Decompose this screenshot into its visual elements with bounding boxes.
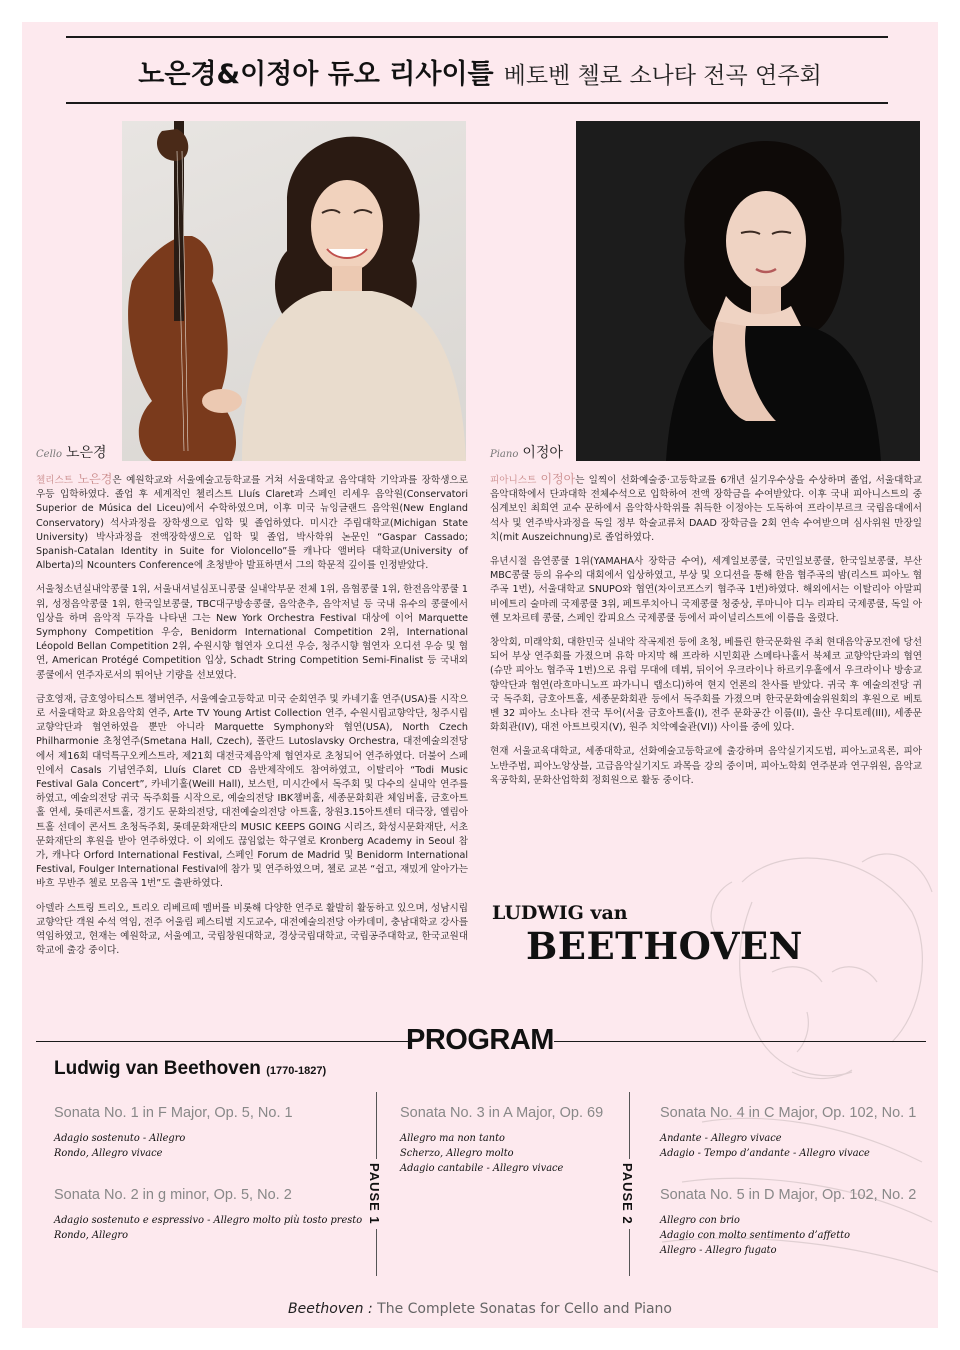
title-main: 노은경&이정아 듀오 리사이틀	[138, 59, 494, 90]
poster	[22, 22, 938, 1328]
pianist-bio-paragraph: 유년시절 음연콩쿨 1위(YAMAHA사 장학금 수여), 세계일보콩쿨, 국민일보콩쿨, 한국일보콩쿨, 부산MBC콩쿨 등의 유수의 대회에서 입상하였고, 부상 및 오디션을 통해 한음 협주곡의 밤(리스트 피아노 협주곡 1번), 서울대학교 SNUPO와 협연(차이코프스키 협주곡 1번)하였다. 해외에서는 이탈리아 아말피 비에트리 술마레 국제콩쿨 3위, 페트루치아니 국제콩쿨 청중상, 루마니아 디누 리파티 국제콩쿨, 독일 아헨 모차르테 콩쿨, 스페인 캄피요스 국제콩쿨 등에서 파이널리스트에 이름을 올렸다.	[490, 556, 922, 624]
cellist-bio-paragraph: 금호영재, 금호영아티스트 챔버연주, 서울예술고등학교 미국 순회연주 및 카네기홀 연주(USA)를 시작으로 서울대학교 화요음악회 연주, Arte TV Young Artist Collection 연주, 수원시립교향악단, 청주시립교향악단과 협연하였을 뿐만 아니라 Marquette Symphony와 협연(USA), North Czech Philharmonie 초청연주(Smetana Hall, Czech), 폴란드 Lutoslavsky Orchestra, 대전예술의전당에서 제16회 대덕특구오케스트라, 제21회 대전국제음악제 협연자로 초청되어 연주하였다. 더불어 스페인에서 Casals 기념연주회, Lluís Claret CD 음반제작에도 참여하였고, 이탈리아 “Todi Music Festival Gala Concert”, 카네기홀(Weill Hall), 보스턴, 미시간에서 독주회 및 다수의 실내악 연주를 하였고, 예술의전당 귀국 독주회를 시작으로, 예술의전당 IBK챔버홀, 세종문화회관 체임버홀, 금호아트홀 연세, 롯데콘서트홀, 경기도 문화의전당, 대전예술의전당 아트홀, 창원3.15아트센터 대극장, 엘림아트홀 선데이 콘서트 초청독주회, 롯데문화재단의 MUSIC KEEPS GOING 시리즈, 화성시문화재단, 서초문화재단의 후원을 받아 연주하였다. 이 외에도 끊임없는 학구열로 Kronberg Academy in Seoul 참가, 캐나다 Orford International Festival, 스페인 Forum de Madrid 및 Benidorm International Festival, Foulger International Festival에 참가 및 연주하였으며, 첼로 교본 “쉽고, 재밌게 알아가는 바흐 무반주 첼로 모음곡 1번”도 출판하였다.	[36, 693, 468, 890]
movement: Rondo, Allegro	[54, 1230, 128, 1241]
top-rule	[66, 36, 888, 38]
program-heading: PROGRAM	[406, 1024, 554, 1056]
sonata-1-title: Sonata No. 1 in F Major, Op. 5, No. 1	[54, 1105, 293, 1121]
cellist-bio-text: 은 예원학교와 서울예술고등학교를 거쳐 서울대학교 음악대학 기악과를 장학생으로 우등 입학하였다. 졸업 후 세계적인 첼리스트 Lluís Claret과 스페인 리세우 음악원(Conservatori Superior de Música del Liceu)에서 수학하였으며, 이후 미국 뉴잉글랜드 음악원(New England Conservatory) 석사과정을 장학생으로 입학 및 졸업하였다. 미시간 주립대학교(Michigan State University) 박사과정을 전액장학생으로 입학 및 졸업, 박사학위 논문인 “Gaspar Cassado; Spanish-Catalan Identity in Suite for Violoncello”를 캐나다 앨버타 대학교(University of Alberta)의 Ncounters Conference에 초청받아 발표하면서 그의 학문적 깊이를 인정받았다.	[36, 475, 468, 572]
pianist-bio-text: 는 일찍이 선화예술중·고등학교를 6개년 실기우수상을 수상하며 졸업, 서울대학교 음악대학에서 단과대학 전체수석으로 입학하여 전액 장학금을 수여받았다. 이후 국내 피아니스트의 중심계보인 최희연 교수 문하에서 음악학사학위를 취득한 이정아는 도독하여 프라이부르크 국립음대에서 석사 및 연주박사과정을 독일 정부 학술교류처 DAAD 장학금을 2회 연속 수여받으며 심사위원 만장일치(mit Auszeichnung)로 졸업하였다.	[490, 475, 922, 543]
sonata-4-movements	[660, 1131, 870, 1161]
movement: Andante - Allegro vivace	[660, 1133, 782, 1144]
movement: Rondo, Allegro vivace	[54, 1148, 163, 1159]
pianist-bio-paragraph: 창악회, 미래악회, 대한민국 실내악 작곡제전 등에 초청, 베를린 한국문화원 주최 현대음악공모전에 당선되어 부상 연주회를 가졌으며 유학 마지막 해 프라하 시민회관 스메타나홀서 북체코 교향악단과의 협연(슈만 피아노 협주곡 1번)으로 유럽 무대에 데뷔, 뒤이어 우크라이나 하르키우홀에서 우크라이나 방송교향악단과 협연(라흐마니노프 파가니니 랩소디)하여 현지 언론의 찬사를 받았다. 귀국 후 예술의전당 귀국 독주회, 금호아트홀, 세종문화회관 등에서 독주회를 가졌으며 한국문화예술위원회의 후원으로 베토벤 32 피아노 소나타 전국 투어(서울 금호아트홀(I), 전주 문화공간 이룸(II), 울산 우디토레(III), 세종문화회관(IV), 대전 아트브릿지(V), 원주 치악예술관(VI)) 사이를 중에 있다.	[490, 637, 922, 734]
pause2-label: PAUSE 2	[620, 1159, 635, 1229]
cellist-photo	[122, 121, 466, 461]
movement: Allegro con brio	[660, 1215, 740, 1226]
program-rule-right	[554, 1041, 926, 1042]
footer-bold: Beethoven :	[288, 1301, 373, 1317]
movement: Allegro - Allegro fugato	[660, 1245, 777, 1256]
cellist-bio-paragraph: 서울청소년실내악콩쿨 1위, 서울내셔널심포니콩쿨 실내악부문 전체 1위, 음협콩쿨 1위, 한전음악콩쿨 1위, 성정음악콩쿨 1위, 한국일보콩쿨, TBC대구방송콩쿨, 음악춘추, 음악저널 등 국내 유수의 콩쿨에서 입상을 하며 음악적 두각을 나타낸 그는 New York Orchestra Festival 대상에 이어 Marquette Symphony Competition 우승, Benidorm International Competition 2위, International Léopold Bellan Competition 2위, 수원시향 협연자 오디션 우승, 청주시향 협연자 오디션 우승 및 협연, American Protégé Competition 입상, Schadt String Competition Semi-Finalist 등 국내외 콩쿨에서 연주자로서의 뛰어난 기량을 선보였다.	[36, 584, 468, 681]
sonata-3-title: Sonata No. 3 in A Major, Op. 69	[400, 1105, 604, 1121]
movement: Adagio con molto sentimento d’affetto	[660, 1230, 850, 1241]
sonata-3-movements	[400, 1131, 563, 1176]
sonata-2-title: Sonata No. 2 in g minor, Op. 5, No. 2	[54, 1187, 292, 1203]
cellist-name: 노은경	[66, 445, 107, 461]
title-bottom-rule	[66, 102, 888, 104]
cellist-bio-paragraph	[36, 472, 468, 573]
sonata-4-title: Sonata No. 4 in C Major, Op. 102, No. 1	[660, 1105, 917, 1121]
movement: Adagio sostenuto - Allegro	[54, 1133, 186, 1144]
footer	[22, 1301, 938, 1317]
footer-text: The Complete Sonatas for Cello and Piano	[377, 1301, 672, 1317]
beethoven-logo	[492, 902, 803, 968]
pianist-name: 이정아	[522, 445, 563, 461]
movement: Adagio cantabile - Allegro vivace	[400, 1163, 564, 1174]
poster-title	[22, 52, 938, 91]
cellist-bio-paragraph: 아델라 스트링 트리오, 트리오 리베르떼 멤버를 비롯해 다양한 연주로 활발히 활동하고 있으며, 성남시립교향악단 객원 수석 역임, 전주 어울림 페스티벌 지도교수, 대전예술의전당 아카데미, 충남대학교 강사를 역임하였고, 현재는 예원학교, 서울예고, 국립창원대학교, 경상국립대학교, 국립공주대학교, 한국교원대학교에 출강 중이다.	[36, 902, 468, 957]
title-sub: 베토벤 첼로 소나타 전곡 연주회	[503, 63, 822, 89]
sonata-5-title: Sonata No. 5 in D Major, Op. 102, No. 2	[660, 1187, 917, 1203]
pianist-bio-name: 이정아	[540, 472, 576, 486]
movement: Adagio sostenuto e espressivo - Allegro molto più tosto presto	[54, 1215, 363, 1226]
movement: Allegro ma non tanto	[400, 1133, 505, 1144]
pianist-photo	[576, 121, 920, 461]
pianist-bio	[490, 472, 922, 798]
beethoven-logo-line1: LUDWIG van	[492, 902, 628, 924]
cellist-bio-name: 노은경	[77, 472, 113, 486]
cello-script-label: Cello	[36, 449, 62, 460]
piano-script-label: Piano	[490, 449, 519, 460]
sonata-1-movements	[54, 1131, 185, 1161]
movement: Scherzo, Allegro molto	[400, 1148, 514, 1159]
cellist-bio-role: 첼리스트	[36, 475, 74, 486]
movement: Adagio - Tempo d’andante - Allegro vivace	[660, 1148, 870, 1159]
cellist-bio	[36, 472, 468, 969]
cellist-caption	[36, 442, 107, 462]
pianist-bio-paragraph: 현재 서울교육대학교, 세종대학교, 선화예술고등학교에 출강하며 음악실기지도법, 피아노교육론, 피아노반주법, 피아노앙상블, 고급음악실기지도 과목을 강의 중이며, 피아노학회 연주분과 연구위원, 음악교육공학회, 문화산업학회 정회원으로 활동 중이다.	[490, 746, 922, 786]
sonata-5-movements	[660, 1213, 850, 1258]
pianist-bio-paragraph	[490, 472, 922, 545]
sonata-2-movements	[54, 1213, 362, 1243]
composer-name: Ludwig van Beethoven	[54, 1058, 261, 1079]
composer-years: (1770-1827)	[266, 1065, 327, 1077]
pause1-label: PAUSE 1	[367, 1159, 382, 1229]
pianist-caption	[490, 442, 563, 462]
program-composer	[54, 1058, 326, 1080]
beethoven-logo-line2: BEETHOVEN	[526, 924, 803, 968]
pianist-bio-role: 피아니스트	[490, 475, 537, 486]
